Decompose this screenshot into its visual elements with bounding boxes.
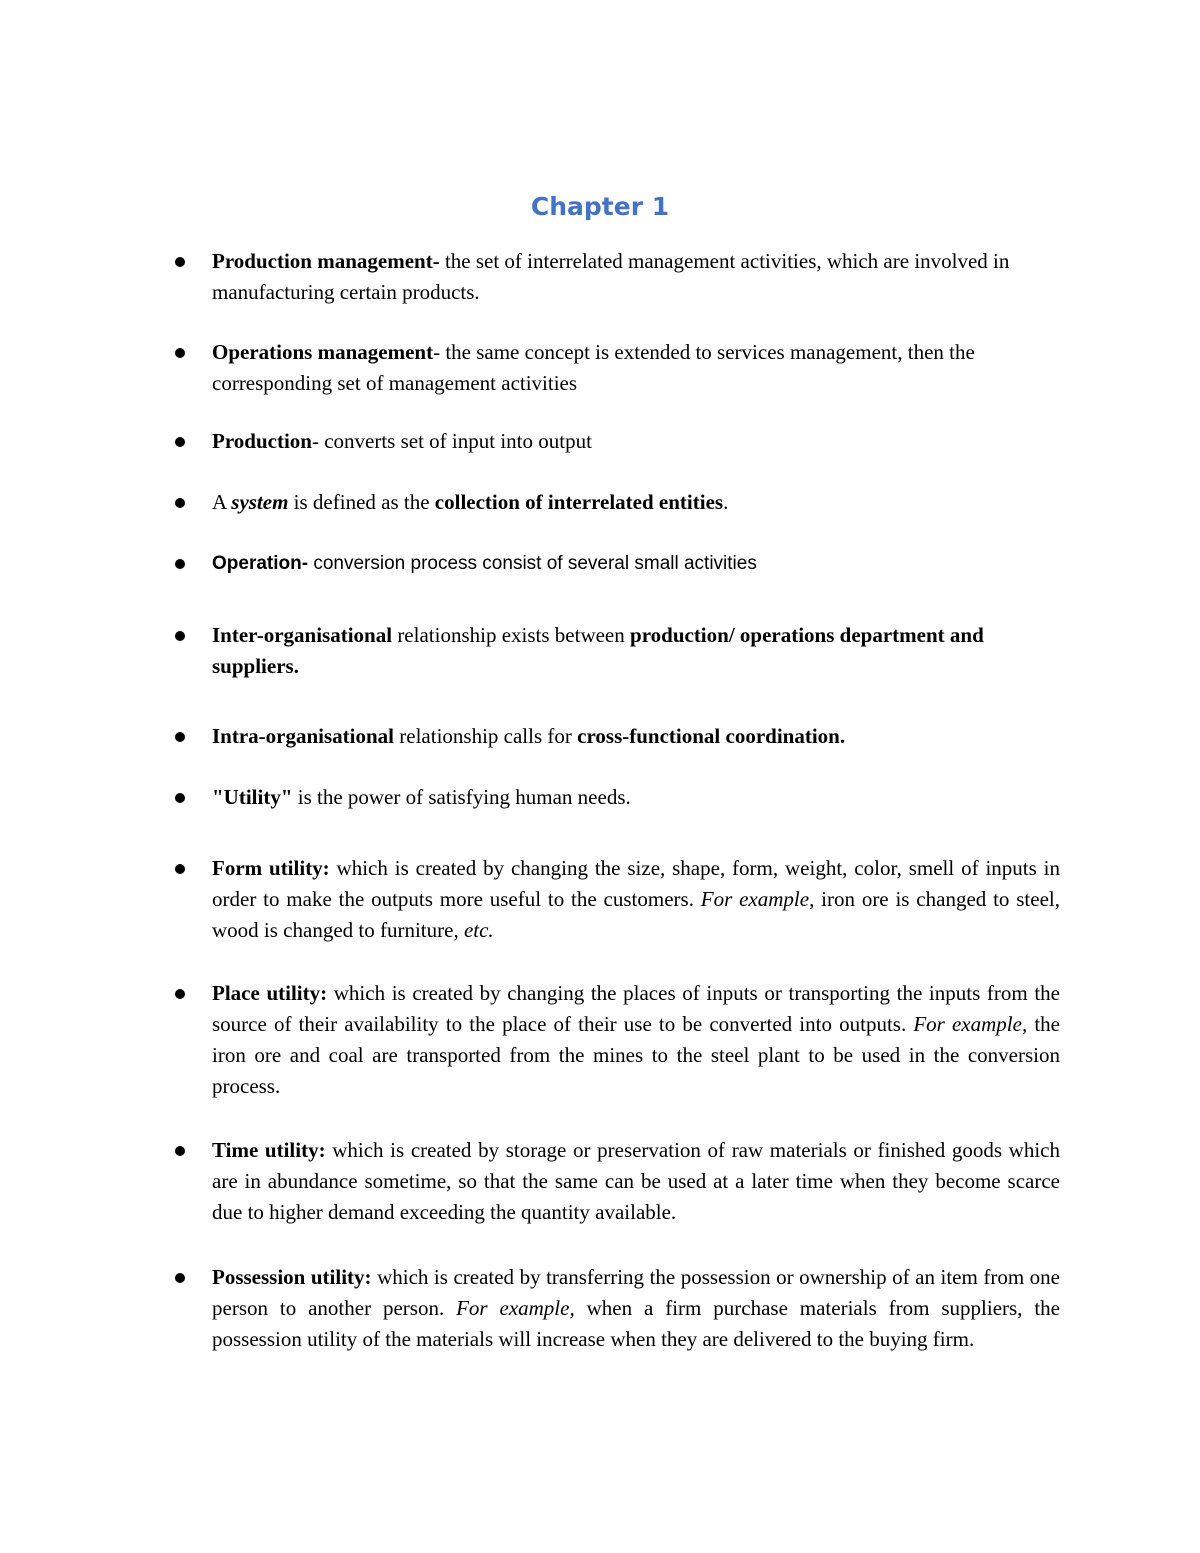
list-item-text (212, 853, 1060, 946)
term: cross-functional coordination. (577, 724, 846, 748)
term: Time utility: (212, 1138, 326, 1162)
term: Possession utility: (212, 1265, 372, 1289)
bullet-icon (175, 1273, 185, 1283)
bullet-icon (175, 989, 185, 999)
definition: conversion process consist of several small activities (308, 553, 757, 574)
term: Form utility: (212, 856, 330, 880)
list-item-text (212, 426, 1060, 457)
term: Production management- (212, 249, 440, 273)
bullet-icon (175, 631, 185, 641)
bullet-icon (175, 793, 185, 803)
bullet-icon (175, 732, 185, 742)
term: "Utility" (212, 785, 293, 809)
list-item-text (212, 1135, 1060, 1228)
bullet-icon (175, 1146, 185, 1156)
term: Production (212, 429, 312, 453)
definition: the set of interrelated management activities, which are involved in manufacturing certain products. (212, 249, 1010, 304)
chapter-title: Chapter 1 (530, 192, 670, 221)
list-item-text (212, 782, 1060, 813)
list-item-text (212, 978, 1060, 1102)
definition: - converts set of input into output (311, 429, 592, 453)
list-item-text (212, 620, 1060, 682)
text-segment: which is created by transferring the possession or ownership of an item from one person to another person. (212, 1265, 1061, 1320)
text-segment: A (212, 490, 232, 514)
term: system (231, 490, 289, 514)
term: Inter-organisational (212, 623, 393, 647)
list-item-text (212, 548, 1060, 579)
list-item-text (212, 721, 1060, 752)
text-segment: which is created by changing the places of inputs or transporting the inputs from the source of their availability to the place of their use to be converted into outputs. (212, 981, 1060, 1036)
list-item-text (212, 487, 1060, 518)
text-segment: For example, (913, 1012, 1028, 1036)
text-segment: For example, (700, 887, 815, 911)
text-segment: For example, (456, 1296, 575, 1320)
text-segment: iron ore is changed to steel, wood is changed to furniture, (212, 887, 1060, 942)
term: Intra-organisational (212, 724, 395, 748)
text-segment: relationship calls for (394, 724, 578, 748)
text-segment: when a firm purchase materials from suppliers, the possession utility of the materials will increase when they are delivered to the buying firm. (212, 1296, 1060, 1351)
list-item-text (212, 337, 1060, 399)
text-segment: relationship exists between (392, 623, 631, 647)
bullet-icon (175, 559, 185, 569)
term: Operations management (212, 340, 434, 364)
bullet-icon (175, 348, 185, 358)
text-segment: the iron ore and coal are transported from the mines to the steel plant to be used in the conversion process. (212, 1012, 1060, 1098)
bullet-icon (175, 257, 185, 267)
text-segment: etc. (463, 918, 494, 942)
bullet-icon (175, 437, 185, 447)
term: Place utility: (212, 981, 328, 1005)
text-segment: which is created by changing the size, shape, form, weight, color, smell of inputs in order to make the outputs more useful to the customers. (212, 856, 1060, 911)
definition: - the same concept is extended to services management, then the corresponding set of management activities (212, 340, 975, 395)
term: collection of interrelated entities (434, 490, 724, 514)
definition: which is created by storage or preservation of raw materials or finished goods which are in abundance sometime, so that the same can be used at a later time when they become scarce due to higher demand exceeding the quantity available. (212, 1138, 1060, 1224)
list-item-text (212, 246, 1060, 308)
definition: is the power of satisfying human needs. (292, 785, 631, 809)
bullet-icon (175, 498, 185, 508)
list-item-text (212, 1262, 1060, 1355)
bullet-icon (175, 864, 185, 874)
text-segment: is defined as the (288, 490, 435, 514)
text-segment: . (723, 490, 729, 514)
term: production/ operations department and suppliers. (212, 623, 984, 678)
term: Operation- (212, 553, 309, 574)
